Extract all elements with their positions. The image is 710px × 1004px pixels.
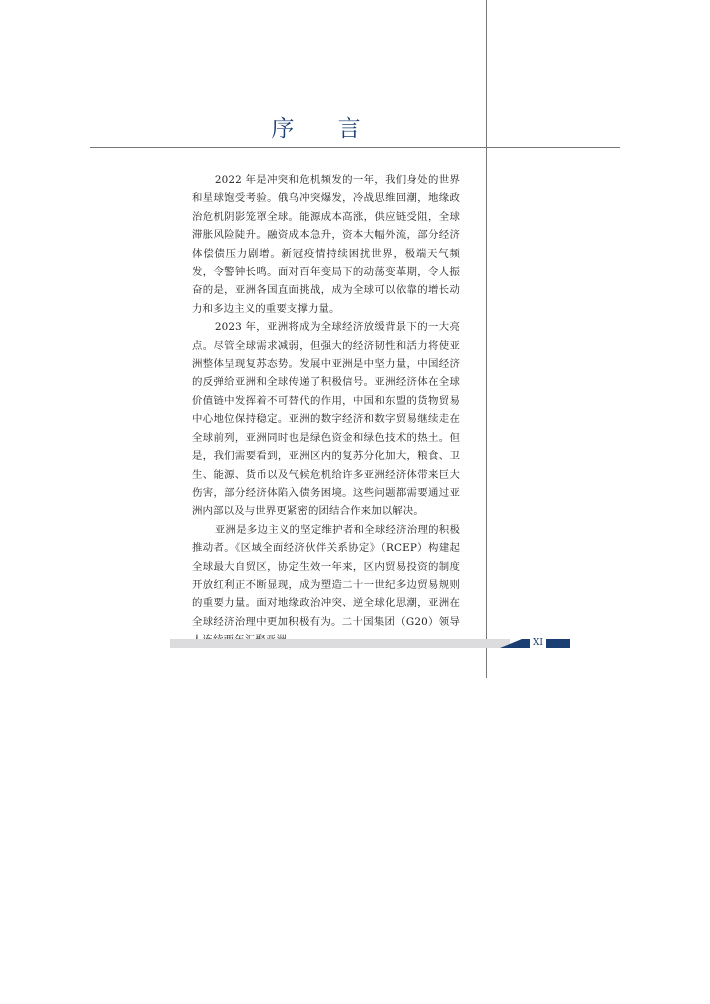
footer-accent-triangle — [500, 639, 522, 648]
paragraph-1: 2022 年是冲突和危机频发的一年，我们身处的世界和星球饱受考验。俄乌冲突爆发，冷战思维回潮，地缘政治危机阴影笼罩全球。能源成本高涨，供应链受阻，全球滞胀风险陡升。融资成本急升，资本大幅外流，部分经济体偿债压力剧增。新冠疫情持续困扰世界，极端天气频发，令警钟长鸣。面对百年变局下的动荡变革期，令人振奋的是，亚洲各国直面挑战，成为全球可以依靠的增长动力和多边主义的重要支撑力量。 — [192, 174, 460, 315]
page-number: XI — [533, 638, 543, 648]
footer-accent-tab — [522, 639, 530, 648]
paragraph-2: 2023 年，亚洲将成为全球经济放缓背景下的一大亮点。尽管全球需求减弱，但强大的经济韧性和活力将使亚洲整体呈现复苏态势。发展中亚洲是中坚力量，中国经济的反弹给亚洲和全球传递了积极信号。亚洲经济体在全球价值链中发挥着不可替代的作用，中国和东盟的货物贸易中心地位保持稳定。亚洲的数字经济和数字贸易继续走在全球前列，亚洲同时也是绿色资金和绿色技术的热土。但是，我们需要看到，亚洲区内的复苏分化加大，粮食、卫生、能源、货币以及气候危机给许多亚洲经济体带来巨大伤害，部分经济体陷入债务困境。这些问题都需要通过亚洲内部以及与世界更紧密的团结合作来加以解决。 — [192, 321, 460, 518]
crop-mark-vertical — [486, 0, 487, 678]
footer-accent-block — [546, 639, 570, 648]
title-rule — [90, 147, 620, 148]
body-text — [192, 171, 460, 650]
paragraph-3: 亚洲是多边主义的坚定维护者和全球经济治理的积极推动者。《区域全面经济伙伴关系协定》（RCEP）构建起全球最大自贸区，协定生效一年来，区内贸易投资的制度开放红利正不断显现，成为塑造二十一世纪多边贸易规则的重要力量。面对地缘政治冲突、逆全球化思潮，亚洲在全球经济治理中更加积极有为。二十国集团（G20）领导 — [192, 523, 460, 628]
footer-bar — [170, 639, 510, 648]
page-title: 序 言 — [271, 116, 379, 142]
